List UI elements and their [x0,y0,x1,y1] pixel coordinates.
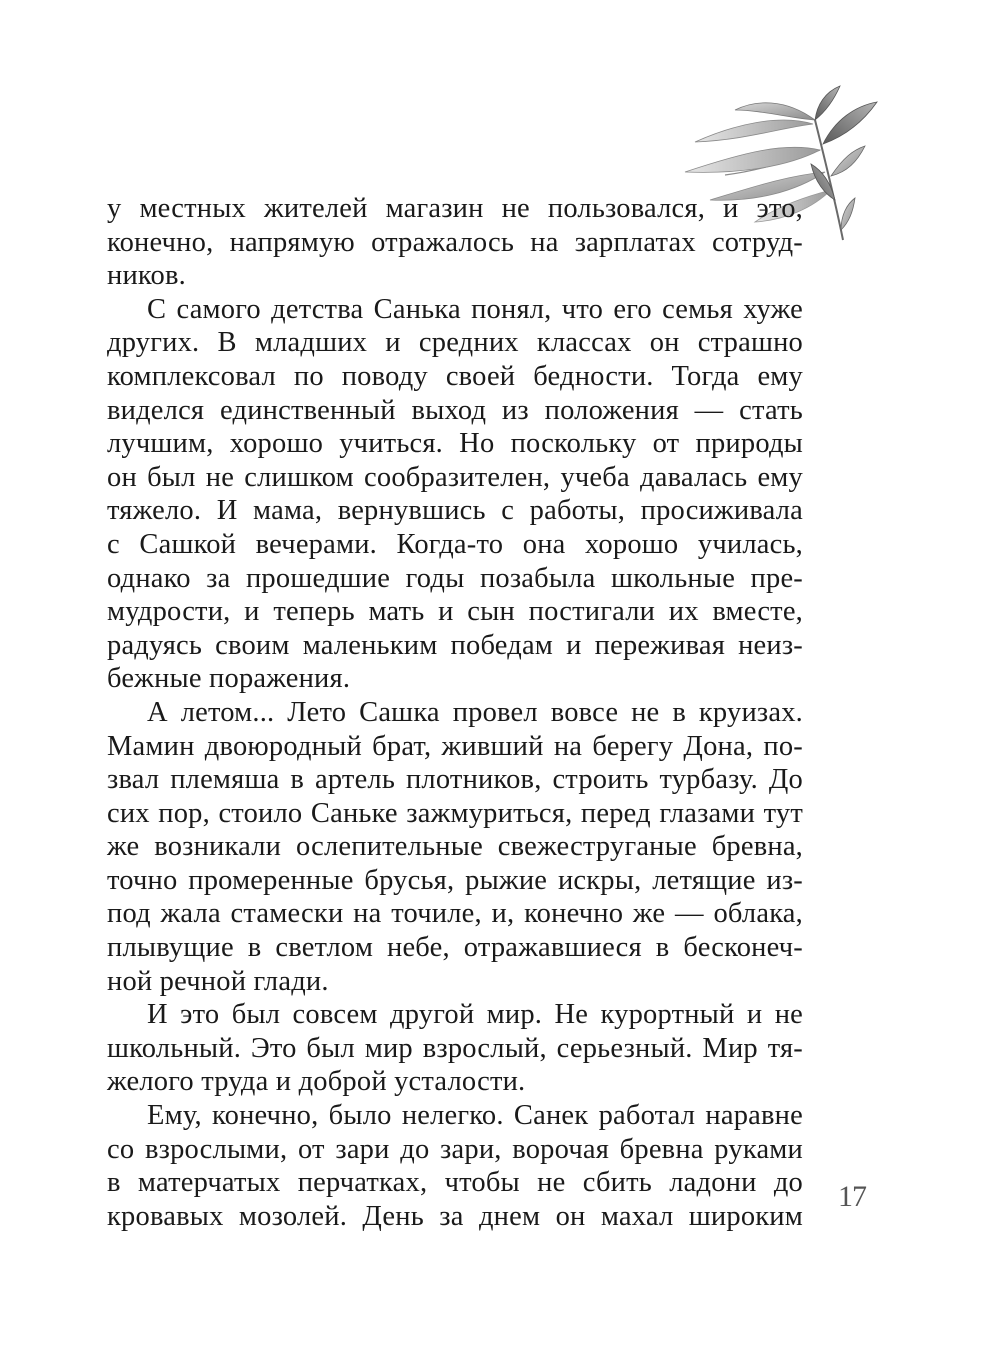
body-text [107,192,803,1233]
text-line: С самого детства Санька понял, что его семья хуже [147,293,803,325]
text-line: однако за прошедшие годы позабыла школьные пре- [107,562,803,594]
text-line: с Сашкой вечерами. Когда-то она хорошо училась, [107,528,803,560]
text-line: Мамин двоюродный брат, живший на берегу Дона, по- [107,730,803,762]
text-line: комплексовал по поводу своей бедности. Тогда ему [107,360,803,392]
text-line: у местных жителей магазин не пользовался, и это, [107,193,803,224]
text-line: со взрослыми, от зари до зари, ворочая бревна руками [107,1133,803,1165]
text-line: в матерчатых перчатках, чтобы не сбить ладони до [107,1167,803,1199]
text-line: других. В младших и средних классах он страшно [107,327,803,359]
page-number: 17 [838,1180,866,1213]
text-line: лучшим, хорошо учиться. Но поскольку от природы [107,428,803,460]
text-line: под жала стамески на точиле, и, конечно же — облака, [107,898,803,930]
text-line: И это был совсем другой мир. Не курортный и не [147,999,803,1031]
text-line: звал племяша в артель плотников, строить турбазу. До [107,764,803,796]
text-line: кровавых мозолей. День за днем он махал широким [107,1200,803,1232]
text-line: радуясь своим маленьким победам и переживая неиз- [107,629,803,661]
text-line: тяжело. И мама, вернувшись с работы, просиживала [107,495,803,527]
text-line: мудрости, и теперь мать и сын постигали их вместе, [107,596,803,628]
text-line: же возникали ослепительные свежеструганые бревна, [107,831,803,863]
text-line: плывущие в светлом небе, отражавшиеся в бесконеч- [107,932,803,964]
text-line: Ему, конечно, было нелегко. Санек работал наравне [147,1100,803,1132]
text-line: школьный. Это был мир взрослый, серьезный. Мир тя- [107,1032,803,1064]
text-line: желого труда и доброй усталости. [107,1066,526,1098]
text-line: бежные поражения. [107,663,351,695]
text-line: А летом... Лето Сашка провел вовсе не в круизах. [147,696,803,728]
text-line: ной речной глади. [107,965,329,997]
text-line: конечно, напрямую отражалось на зарплатах сотруд- [107,226,803,258]
text-line: точно промеренные брусья, рыжие искры, летящие из- [107,864,803,896]
text-line: ников. [107,260,186,292]
text-line: он был не слишком сообразителен, учеба давалась ему [107,461,803,493]
text-line: сих пор, стоило Саньке зажмуриться, перед глазами тут [107,797,803,829]
text-line: виделся единственный выход из положения — стать [107,394,803,426]
